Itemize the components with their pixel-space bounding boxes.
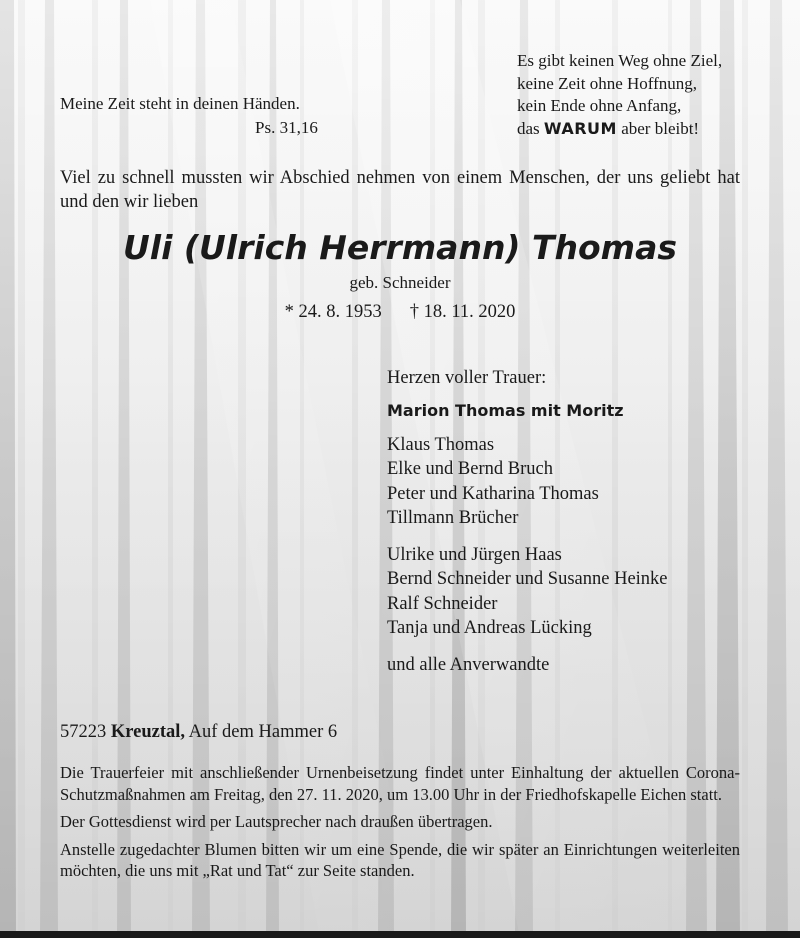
mourners-list [387, 366, 747, 677]
poem-line [517, 118, 722, 141]
psalm-reference: Ps. 31,16 [255, 118, 318, 137]
family-address [60, 720, 337, 744]
broadcast-notice: Der Gottesdienst wird per Lautsprecher nach draußen übertragen. [60, 812, 493, 831]
bottom-border [0, 931, 800, 938]
poem-line-prefix: das [517, 118, 544, 138]
deceased-name: Uli (Ulrich Herrmann) Thomas [123, 228, 677, 267]
death-date: † 18. 11. 2020 [409, 302, 516, 322]
birth-name: geb. Schneider [349, 273, 451, 292]
poem-emphasis: WARUM [543, 118, 617, 138]
donation-notice: Anstelle zugedachter Blumen bitten wir um eine Spende, die wir später an Einrichtungen weiterleiten möchten, die uns mit „Rat und Tat“ zur Seite standen. [60, 839, 740, 880]
poem-line: kein Ende ohne Anfang, [517, 96, 682, 115]
intro-text: Viel zu schnell mussten wir Abschied nehmen von einem Menschen, der uns geliebt hat und den wir lieben [60, 168, 740, 212]
funeral-notice: Die Trauerfeier mit anschließender Urnenbeisetzung findet unter Einhaltung der aktuellen Corona-Schutzmaßnahmen am Freitag, den 27. 11. 2020, um 13.00 Uhr in der Friedhofskapelle Eichen statt. [60, 763, 740, 804]
mourner-entry: Klaus Thomas [387, 434, 495, 455]
mourner-entry: Ulrike und Jürgen Haas [387, 544, 562, 565]
mourner-entry: Elke und Bernd Bruch [387, 459, 553, 479]
mourner-group [387, 433, 747, 531]
mourner-entry: Tanja und Andreas Lücking [387, 618, 592, 638]
mourners-heading: Herzen voller Trauer: [387, 368, 547, 388]
city: Kreuztal, [110, 722, 186, 742]
birth-date: * 24. 8. 1953 [284, 302, 382, 322]
service-notices [60, 762, 740, 888]
postal-code: 57223 [60, 722, 107, 742]
poem-line-suffix: aber bleibt! [616, 118, 700, 138]
mourner-entry: Tillmann Brücher [387, 508, 519, 528]
mourners-closing: und alle Anverwandte [387, 654, 550, 675]
life-dates [60, 300, 740, 324]
mourner-group [387, 543, 747, 641]
poem-line: keine Zeit ohne Hoffnung, [517, 73, 698, 93]
mourner-entry: Bernd Schneider und Susanne Heinke [387, 569, 668, 589]
mourner-entry: Peter und Katharina Thomas [387, 483, 599, 504]
psalm-quote: Meine Zeit steht in deinen Händen. [60, 94, 300, 113]
poem-block [517, 50, 722, 140]
primary-mourner: Marion Thomas mit Moritz [387, 400, 624, 420]
street: Auf dem Hammer 6 [188, 722, 338, 742]
mourner-entry: Ralf Schneider [387, 593, 498, 614]
poem-line: Es gibt keinen Weg ohne Ziel, [517, 51, 723, 70]
